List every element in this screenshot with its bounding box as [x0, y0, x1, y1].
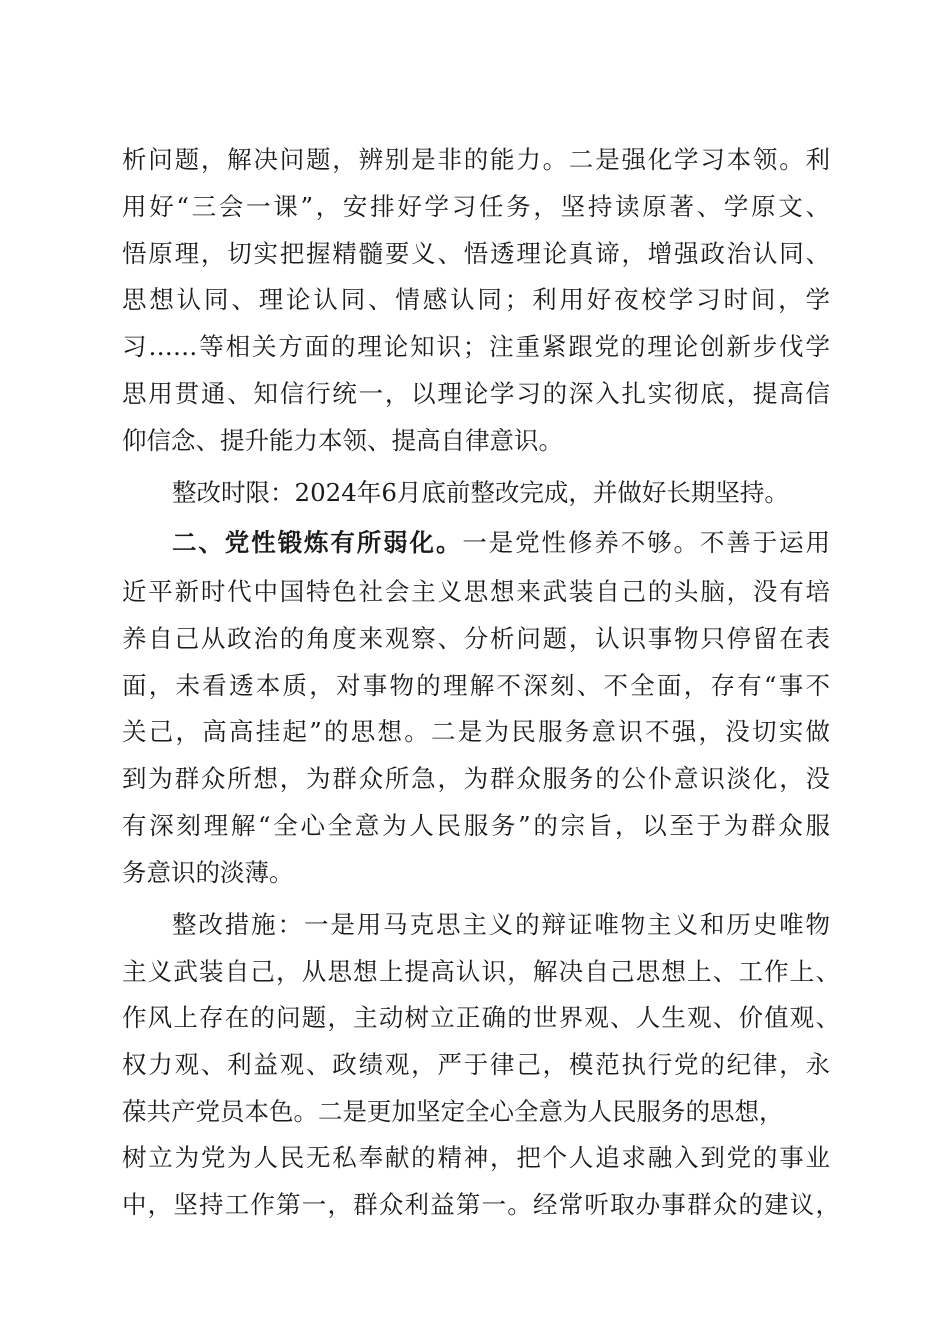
body-line: 面，未看透本质，对事物的理解不深刻、不全面，存有“事不 — [122, 671, 830, 700]
body-line: 用好“三会一课”，安排好学习任务，坚持读原著、学原文、 — [122, 192, 830, 221]
body-line: 悟原理，切实把握精髓要义、悟透理论真谛，增强政治认同、 — [122, 239, 830, 268]
body-line: 树立为党为人民无私奉献的精神，把个人追求融入到党的事业 — [122, 1143, 830, 1172]
body-line: 务意识的淡薄。 — [122, 858, 294, 887]
body-line: 仰信念、提升能力本领、提高自律意识。 — [122, 426, 563, 455]
body-line: 析问题，解决问题，辨别是非的能力。二是强化学习本领。利 — [122, 145, 830, 174]
body-line: 有深刻理解“全心全意为人民服务”的宗旨，以至于为群众服 — [122, 811, 830, 840]
body-line: 葆共产党员本色。二是更加坚定全心全意为人民服务的思想， — [122, 1097, 784, 1126]
body-line: 到为群众所想，为群众所急，为群众服务的公仆意识淡化，没 — [122, 764, 830, 793]
body-line: 权力观、利益观、政绩观，严于律己，模范执行党的纪律，永 — [122, 1050, 830, 1079]
body-line: 中，坚持工作第一，群众利益第一。经常听取办事群众的建议， — [122, 1190, 840, 1219]
body-line: 思想认同、理论认同、情感认同；利用好夜校学习时间，学 — [122, 285, 830, 314]
body-line: 思用贯通、知信行统一，以理论学习的深入扎实彻底，提高信 — [122, 379, 830, 408]
section-heading: 二、党性锻炼有所弱化。 — [172, 528, 463, 557]
section-heading-line — [172, 527, 830, 559]
body-line: 近平新时代中国特色社会主义思想来武装自己的头脑，没有培 — [122, 577, 830, 606]
body-line: 习……等相关方面的理论知识；注重紧跟党的理论创新步伐学 — [122, 332, 830, 361]
body-line: 养自己从政治的角度来观察、分析问题，认识事物只停留在表 — [122, 624, 830, 653]
body-line: 作风上存在的问题，主动树立正确的世界观、人生观、价值观、 — [122, 1003, 840, 1032]
measures-line: 整改措施：一是用马克思主义的辩证唯物主义和历史唯物 — [172, 910, 830, 939]
deadline-line: 整改时限：2024年6月底前整改完成，并做好长期坚持。 — [172, 478, 789, 507]
body-text: 一是党性修养不够。不善于运用 — [462, 528, 831, 557]
body-line: 主义武装自己，从思想上提高认识，解决自己思想上、工作上、 — [122, 957, 840, 986]
body-line: 关己，高高挂起”的思想。二是为民服务意识不强，没切实做 — [122, 717, 830, 746]
